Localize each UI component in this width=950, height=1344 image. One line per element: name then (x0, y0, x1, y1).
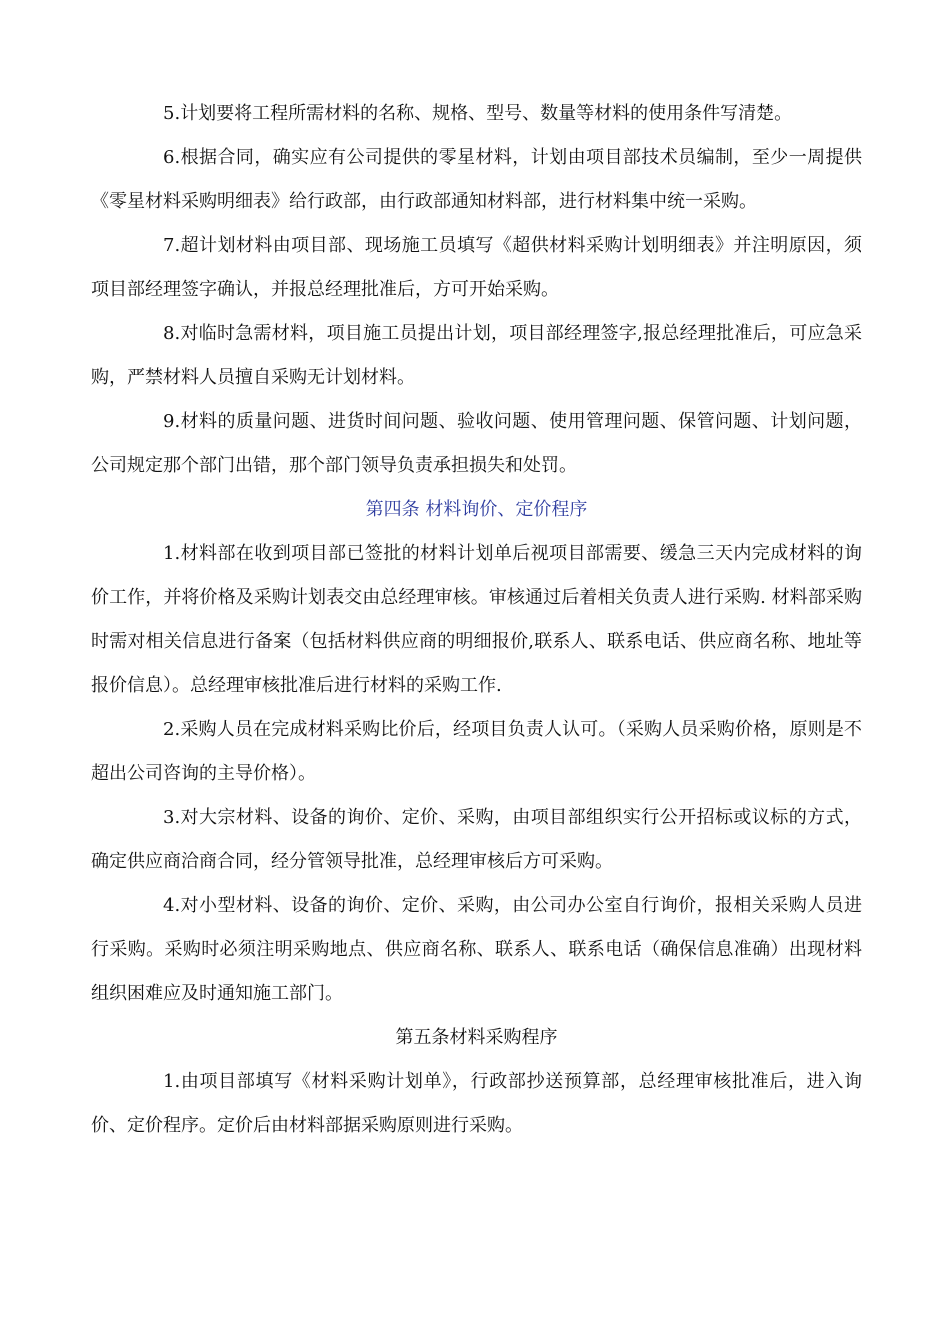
item-number: 5. (163, 103, 181, 124)
section-5-paragraph-1 (91, 1060, 862, 1148)
paragraph-8 (91, 312, 862, 400)
item-number: 9. (163, 411, 181, 432)
item-number: 1. (163, 1071, 181, 1092)
section-4-heading: 第四条 材料询价、定价程序 (365, 499, 588, 520)
item-number: 3. (163, 807, 181, 828)
item-number: 1. (163, 543, 181, 564)
document-page (91, 92, 862, 1148)
paragraph-text: 超计划材料由项目部、现场施工员填写《超供材料采购计划明细表》并注明原因，须项目部经理签字确认，并报总经理批准后，方可开始采购。 (91, 235, 862, 300)
section-4-paragraph-3 (91, 796, 862, 884)
item-number: 6. (163, 147, 181, 168)
paragraph-text: 由项目部填写《材料采购计划单》，行政部抄送预算部，总经理审核批准后，进入询价、定价程序。定价后由材料部据采购原则进行采购。 (91, 1071, 862, 1136)
section-4-paragraph-2 (91, 708, 862, 796)
paragraph-9 (91, 400, 862, 488)
paragraph-text: 对大宗材料、设备的询价、定价、采购，由项目部组织实行公开招标或议标的方式，确定供应商洽商合同，经分管领导批准，总经理审核后方可采购。 (91, 807, 862, 872)
paragraph-text: 采购人员在完成材料采购比价后，经项目负责人认可。（采购人员采购价格，原则是不超出公司咨询的主导价格）。 (91, 719, 862, 784)
paragraph-text: 计划要将工程所需材料的名称、规格、型号、数量等材料的使用条件写清楚。 (180, 103, 793, 124)
paragraph-text: 材料部在收到项目部已签批的材料计划单后视项目部需要、缓急三天内完成材料的询价工作，并将价格及采购计划表交由总经理审核。审核通过后着相关负责人进行采购. 材料部采购时需对相关信息进行备案（包括材料供应商的明细报价,联系人、联系电话、供应商名称、地址等报价信息）。总经理审核批准后进行材料的采购工作. (91, 543, 862, 696)
item-number: 8. (163, 323, 181, 344)
paragraph-text: 材料的质量问题、进货时间问题、验收问题、使用管理问题、保管问题、计划问题，公司规定那个部门出错，那个部门领导负责承担损失和处罚。 (91, 411, 862, 476)
item-number: 4. (163, 895, 181, 916)
paragraph-text: 根据合同，确实应有公司提供的零星材料，计划由项目部技术员编制，至少一周提供《零星材料采购明细表》给行政部，由行政部通知材料部，进行材料集中统一采购。 (91, 147, 862, 212)
section-4-paragraph-4 (91, 884, 862, 1016)
paragraph-5 (91, 92, 862, 136)
item-number: 2. (163, 719, 181, 740)
paragraph-text: 对临时急需材料，项目施工员提出计划，项目部经理签字,报总经理批准后，可应急采购，严禁材料人员擅自采购无计划材料。 (91, 323, 862, 388)
section-4-paragraph-1 (91, 532, 862, 708)
paragraph-text: 对小型材料、设备的询价、定价、采购，由公司办公室自行询价，报相关采购人员进行采购。采购时必须注明采购地点、供应商名称、联系人、联系电话（确保信息准确）出现材料组织困难应及时通知施工部门。 (91, 895, 862, 1004)
paragraph-7 (91, 224, 862, 312)
item-number: 7. (163, 235, 181, 256)
paragraph-6 (91, 136, 862, 224)
section-5-heading: 第五条材料采购程序 (395, 1027, 558, 1048)
